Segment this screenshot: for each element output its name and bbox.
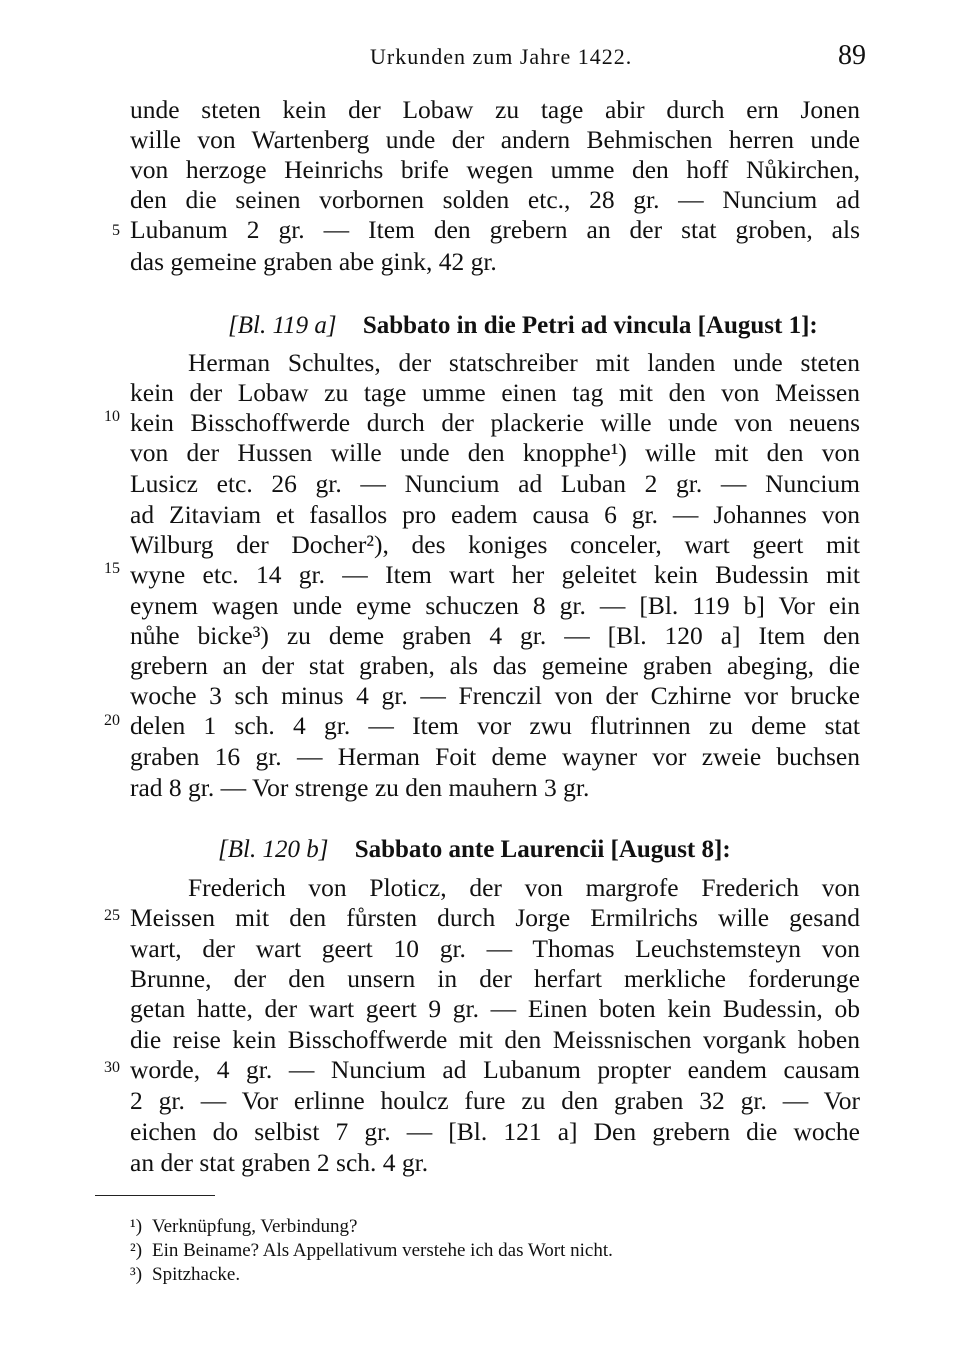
line-number: 5 (112, 222, 120, 239)
footnote-divider (95, 1195, 215, 1196)
text-line: wyne etc. 14 gr. — Item wart her geleitet kein Budessin mit (130, 560, 860, 589)
text-line: graben 16 gr. — Herman Foit deme wayner vor zweie buchsen (130, 742, 860, 771)
line-number: 20 (104, 712, 120, 729)
text-line: Meissen mit den fůrsten durch Jorge Ermilrichs wille gesand (130, 903, 860, 932)
footnote (130, 1240, 613, 1262)
folio-reference: [Bl. 120 b] (218, 836, 329, 863)
section-heading (228, 312, 818, 340)
line-number: 10 (104, 408, 120, 425)
text-line: grebern an der stat graben, als das gemeine graben abeging, die (130, 651, 860, 680)
folio-reference: [Bl. 119 a] (228, 312, 337, 339)
text-line: wille von Wartenberg unde der andern Behmischen herren unde (130, 125, 860, 154)
text-line: Frederich von Ploticz, der von margrofe Frederich von (188, 873, 860, 902)
footnote-mark: ²) (130, 1240, 143, 1261)
footnote (130, 1264, 240, 1286)
text-line: den die seinen vorbornen solden etc., 28 gr. — Nuncium ad (130, 185, 860, 214)
text-line: von herzoge Heinrichs brife wegen umme den hoff Nůkirchen, (130, 155, 860, 184)
text-line: nůhe bicke³) zu deme graben 4 gr. — [Bl. 120 a] Item den (130, 621, 860, 650)
text-line: getan hatte, der wart geert 9 gr. — Einen boten kein Budessin, ob (130, 994, 860, 1023)
running-title: Urkunden zum Jahre 1422. (370, 44, 633, 69)
text-line: woche 3 sch minus 4 gr. — Frenczil von der Czhirne vor brucke (130, 681, 860, 710)
text-line: Brunne, der den unsern in der herfart merkliche forderunge (130, 964, 860, 993)
text-line: eynem wagen unde eyme schuczen 8 gr. — [Bl. 119 b] Vor ein (130, 591, 860, 620)
text-line: unde steten kein der Lobaw zu tage abir durch ern Jonen (130, 95, 860, 124)
text-line: Lubanum 2 gr. — Item den grebern an der stat groben, als (130, 215, 860, 244)
text-line: von der Hussen wille unde den knopphe¹) wille mit den von (130, 438, 860, 467)
text-line: eichen do selbist 7 gr. — [Bl. 121 a] Den grebern die woche (130, 1117, 860, 1146)
line-number: 30 (104, 1059, 120, 1076)
text-line: delen 1 sch. 4 gr. — Item vor zwu flutrinnen zu deme stat (130, 711, 860, 740)
section-heading (218, 836, 731, 864)
page-number: 89 (838, 40, 866, 71)
footnote-text: Verknüpfung, Verbindung? (152, 1216, 358, 1237)
text-line: Wilburg der Docher²), des koniges conceler, wart geert mit (130, 530, 860, 559)
text-line: worde, 4 gr. — Nuncium ad Lubanum propter eandem causam (130, 1055, 860, 1084)
page-header (0, 40, 960, 80)
text-line: die reise kein Bisschoffwerde mit den Meissnischen vorgank hoben (130, 1025, 860, 1054)
line-number: 25 (104, 907, 120, 924)
section-title: Sabbato ante Laurencii [August 8]: (354, 836, 731, 863)
line-number: 15 (104, 560, 120, 577)
text-line: das gemeine graben abe gink, 42 gr. (130, 247, 497, 276)
footnote-mark: ³) (130, 1264, 143, 1285)
text-line: Lusicz etc. 26 gr. — Nuncium ad Luban 2 gr. — Nuncium (130, 469, 860, 498)
footnote-text: Spitzhacke. (152, 1264, 241, 1285)
footnote-text: Ein Beiname? Als Appellativum verstehe ich das Wort nicht. (152, 1240, 613, 1261)
text-line: an der stat graben 2 sch. 4 gr. (130, 1148, 429, 1177)
text-line: Herman Schultes, der statschreiber mit landen unde steten (188, 348, 860, 377)
text-line: 2 gr. — Vor erlinne houlcz fure zu den graben 32 gr. — Vor (130, 1086, 860, 1115)
text-line: kein der Lobaw zu tage umme einen tag mit den von Meissen (130, 378, 860, 407)
footnote-mark: ¹) (130, 1216, 143, 1237)
text-line: kein Bisschoffwerde durch der plackerie wille unde von neuens (130, 408, 860, 437)
text-line: ad Zitaviam et fasallos pro eadem causa 6 gr. — Johannes von (130, 500, 860, 529)
footnote (130, 1216, 357, 1238)
section-title: Sabbato in die Petri ad vincula [August 1]: (362, 312, 818, 339)
text-line: rad 8 gr. — Vor strenge zu den mauhern 3 gr. (130, 773, 590, 802)
text-line: wart, der wart geert 10 gr. — Thomas Leuchstemsteyn von (130, 934, 860, 963)
